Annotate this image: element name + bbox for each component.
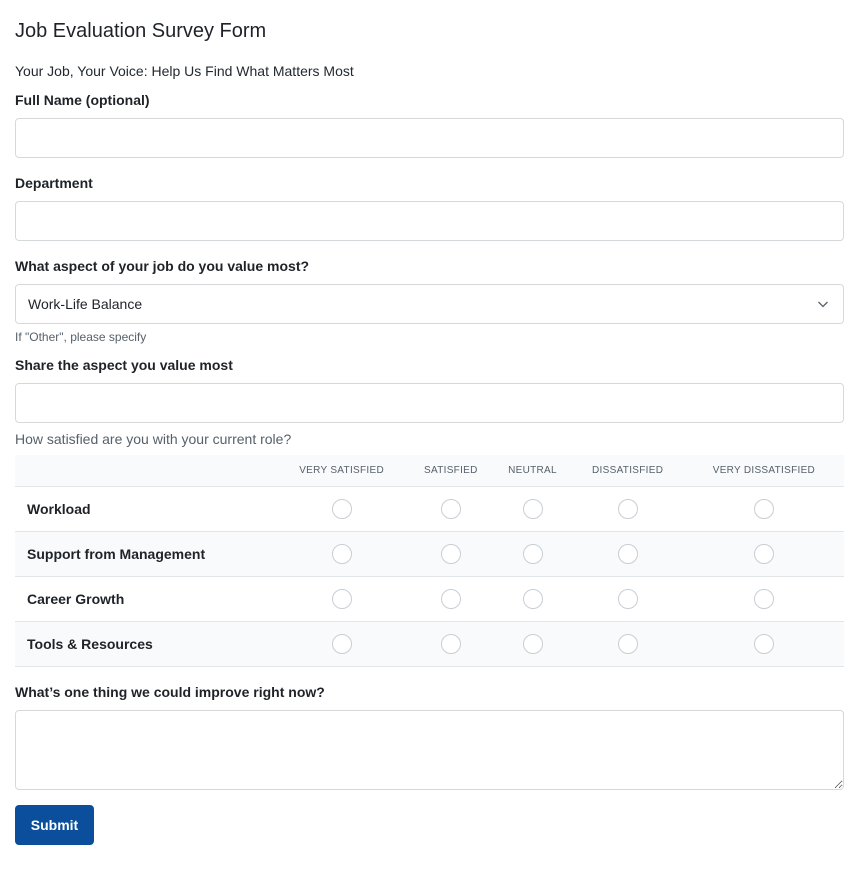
- radio-support-satisfied[interactable]: [441, 544, 461, 564]
- radio-support-neutral[interactable]: [523, 544, 543, 564]
- value-most-selected: Work-Life Balance: [28, 296, 143, 312]
- submit-button[interactable]: Submit: [15, 805, 94, 845]
- matrix-row-tools: [15, 621, 844, 666]
- matrix-col-dissatisfied: DISSATISFIED: [571, 455, 683, 486]
- matrix-cell: [571, 576, 683, 621]
- matrix-row-label: Career Growth: [15, 576, 275, 621]
- matrix-cell: [684, 486, 844, 531]
- radio-tools-neutral[interactable]: [523, 634, 543, 654]
- matrix-cell: [275, 621, 408, 666]
- radio-career-dissatisfied[interactable]: [618, 589, 638, 609]
- matrix-col-very-satisfied: VERY SATISFIED: [275, 455, 408, 486]
- matrix-cell: [684, 621, 844, 666]
- radio-tools-very-satisfied[interactable]: [332, 634, 352, 654]
- matrix-header-row: [15, 455, 844, 486]
- matrix-col-satisfied: SATISFIED: [408, 455, 493, 486]
- radio-tools-dissatisfied[interactable]: [618, 634, 638, 654]
- radio-workload-dissatisfied[interactable]: [618, 499, 638, 519]
- full-name-label: Full Name (optional): [15, 92, 150, 108]
- matrix-cell: [684, 576, 844, 621]
- radio-support-very-dissatisfied[interactable]: [754, 544, 774, 564]
- spacer: [15, 241, 844, 259]
- matrix-cell: [571, 621, 683, 666]
- radio-career-very-dissatisfied[interactable]: [754, 589, 774, 609]
- full-name-input[interactable]: [15, 118, 844, 158]
- matrix-cell: [571, 531, 683, 576]
- other-hint: If "Other", please specify: [15, 330, 147, 344]
- matrix-cell: [408, 486, 493, 531]
- matrix-row-workload: [15, 486, 844, 531]
- radio-career-satisfied[interactable]: [441, 589, 461, 609]
- page-subtitle: Your Job, Your Voice: Help Us Find What Matters Most: [15, 63, 354, 79]
- share-aspect-label: Share the aspect you value most: [15, 357, 233, 373]
- improve-label: What’s one thing we could improve right now?: [15, 683, 325, 700]
- department-label: Department: [15, 175, 93, 191]
- matrix-cell: [571, 486, 683, 531]
- matrix-cell: [494, 531, 572, 576]
- page-title: Job Evaluation Survey Form: [15, 20, 267, 42]
- matrix-cell: [275, 531, 408, 576]
- value-most-select[interactable]: [15, 284, 844, 324]
- matrix-cell: [408, 576, 493, 621]
- radio-support-very-satisfied[interactable]: [332, 544, 352, 564]
- satisfaction-matrix: [15, 455, 844, 667]
- matrix-row-label: Tools & Resources: [15, 621, 275, 666]
- radio-tools-satisfied[interactable]: [441, 634, 461, 654]
- matrix-row-career: [15, 576, 844, 621]
- matrix-cell: [494, 576, 572, 621]
- spacer: [15, 158, 844, 176]
- radio-workload-neutral[interactable]: [523, 499, 543, 519]
- radio-career-neutral[interactable]: [523, 589, 543, 609]
- radio-career-very-satisfied[interactable]: [332, 589, 352, 609]
- matrix-cell: [408, 531, 493, 576]
- matrix-col-neutral: NEUTRAL: [494, 455, 572, 486]
- chevron-down-icon: [817, 298, 829, 310]
- matrix-row-label: Workload: [15, 486, 275, 531]
- matrix-cell: [494, 486, 572, 531]
- radio-workload-satisfied[interactable]: [441, 499, 461, 519]
- matrix-col-very-dissatisfied: VERY DISSATISFIED: [684, 455, 844, 486]
- radio-workload-very-satisfied[interactable]: [332, 499, 352, 519]
- improve-block: [15, 685, 844, 790]
- matrix-header-blank: [15, 455, 275, 486]
- share-aspect-input[interactable]: [15, 383, 844, 423]
- radio-tools-very-dissatisfied[interactable]: [754, 634, 774, 654]
- matrix-row-support: [15, 531, 844, 576]
- radio-workload-very-dissatisfied[interactable]: [754, 499, 774, 519]
- value-most-label: What aspect of your job do you value most?: [15, 258, 310, 274]
- improve-textarea[interactable]: [15, 710, 844, 790]
- matrix-cell: [275, 486, 408, 531]
- matrix-row-label: Support from Management: [15, 531, 275, 576]
- department-input[interactable]: [15, 201, 844, 241]
- matrix-cell: [408, 621, 493, 666]
- satisfaction-question: How satisfied are you with your current role?: [15, 431, 292, 447]
- matrix-cell: [494, 621, 572, 666]
- matrix-cell: [684, 531, 844, 576]
- matrix-cell: [275, 576, 408, 621]
- radio-support-dissatisfied[interactable]: [618, 544, 638, 564]
